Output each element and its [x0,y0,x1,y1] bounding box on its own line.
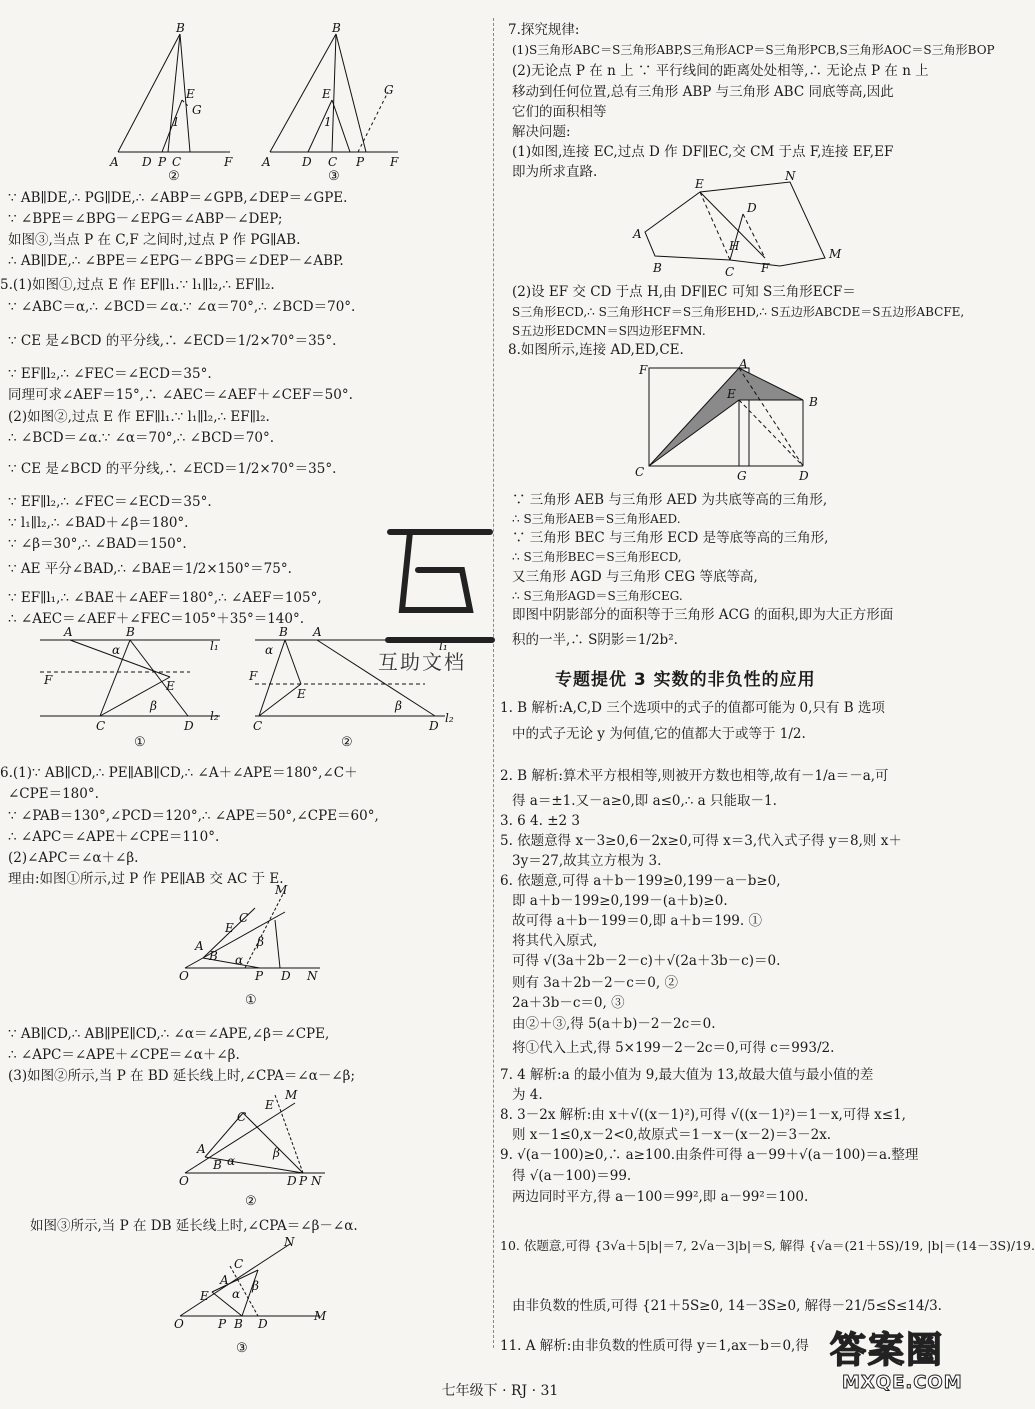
fig-label: H [729,239,740,253]
text-line: 2. B 解析:算术平方根相等,则被开方数也相等,故有－1/a＝－a,可 [500,768,889,784]
fig-label: O [174,1317,184,1331]
fig-label: D [429,719,439,733]
fig-label: P [218,1317,227,1331]
text-line: 即图中阴影部分的面积等于三角形 ACG 的面积,即为大正方形面 [512,607,894,623]
text-line: ∵ ∠PAB＝130°,∠PCD＝120°,∴ ∠APE＝50°,∠CPE＝60°, [8,808,379,824]
fig-label: D [799,469,809,483]
text-line: 中的式子无论 y 为何值,它的值都大于或等于 1/2. [512,726,806,742]
text-line: 积的一半,∴ S阴影＝1/2b². [512,632,678,648]
text-line: 理由:如图①所示,过 P 作 PE∥AB 交 AC 于 E. [8,871,284,887]
fig-label: E [225,921,234,935]
fig-label: B [209,949,218,963]
text-line: 8.如图所示,连接 AD,ED,CE. [508,342,684,358]
fig-label: A [313,625,322,639]
text-line: ∵ ∠BPE＝∠BPG－∠EPG＝∠ABP－∠DEP; [8,211,283,227]
fig-label: N [311,1174,322,1188]
fig-label: N [785,169,796,183]
text-line: 10. 依题意,可得 {3√a＋5|b|＝7, 2√a－3|b|＝S, 解得 {√a＝(21＋5S)/19, |b|＝(14－3S)/19. [500,1238,1035,1253]
text-line: 同理可求∠AEF＝15°,∴ ∠AEC＝∠AEF＋∠CEF＝50°. [8,387,353,403]
fig-label: F [761,261,770,275]
text-line: ∠CPE＝180°. [8,786,99,802]
text-line: ∴ AB∥DE,∴ ∠BPE＝∠EPG－∠BPG＝∠DEP－∠ABP. [8,253,344,269]
text-line: 则有 3a＋2b－2－c＝0, ② [512,975,678,991]
text-line: ∵ EF∥l₂,∴ ∠FEC＝∠ECD＝35°. [8,366,212,382]
text-line: 将其代入原式, [512,933,598,949]
fig-label: β [257,935,264,949]
text-line: 得 a＝±1.又－a≥0,即 a≤0,∴ a 只能取－1. [512,793,777,809]
fig-label: O [179,969,189,983]
fig-label: D [142,155,152,169]
fig-caption: ② [168,169,180,184]
fig-label: B [126,625,135,639]
fig-label: F [224,155,233,169]
fig-label: M [275,883,288,897]
text-line: ∵ AB∥DE,∴ PG∥DE,∴ ∠ABP＝∠GPB,∠DEP＝∠GPE. [8,190,348,206]
text-line: ∵ ∠β＝30°,∴ ∠BAD＝150°. [8,536,187,552]
text-line: 可得 √(3a＋2b－2－c)＋√(2a＋3b－c)＝0. [512,953,781,969]
fig-label: β [273,1146,280,1160]
text-line: ∵ l₁∥l₂,∴ ∠BAD＋∠β＝180°. [8,515,189,531]
text-line: 3y＝27,故其立方根为 3. [512,853,662,869]
fig-label: D [747,201,757,215]
text-line: 1. B 解析:A,C,D 三个选项中的式子的值都可能为 0,只有 B 选项 [500,700,885,716]
text-line: 5. 依题意得 x－3≥0,6－2x≥0,可得 x＝3,代入式子得 y＝8,则 x＋ [500,833,902,849]
text-line: ∴ ∠APC＝∠APE＋∠CPE＝∠α＋∠β. [8,1047,240,1063]
text-line: 又三角形 AGD 与三角形 CEG 等底等高, [512,569,758,585]
text-line: 8. 3－2x 解析:由 x＋√((x－1)²),可得 √((x－1)²)＝1－x,可得 x≤1, [500,1107,906,1123]
fig-label: E [265,1098,274,1112]
fig-label: β [252,1279,259,1293]
text-line: ∴ ∠BCD＝∠α.∵ ∠α＝70°,∴ ∠BCD＝70°. [8,430,274,446]
fig-label: N [284,1235,295,1249]
fig-label: B [653,261,662,275]
figure-q5-1 [30,622,230,752]
fig-label: P [158,155,167,169]
fig-label: P [299,1174,308,1188]
fig-label: l₁ [210,639,219,653]
text-line: ∵ ∠ABC＝α,∴ ∠BCD＝∠α.∵ ∠α＝70°,∴ ∠BCD＝70°. [8,299,356,315]
fig-label: E [297,687,306,701]
figure-top-right [258,22,408,182]
fig-label: P [255,969,264,983]
text-line: ∵ CE 是∠BCD 的平分线,∴ ∠ECD＝1/2×70°＝35°. [8,333,337,349]
fig-caption: ② [341,735,353,750]
text-line: ∴ S三角形AGD＝S三角形CEG. [512,589,683,603]
figure-top-left [100,22,250,182]
text-line: (1)S三角形ABC＝S三角形ABP,S三角形ACP＝S三角形PCB,S三角形AOC＝S三角形BOP [512,43,995,57]
fig-label: G [384,83,394,97]
fig-label: α [232,1287,241,1301]
figure-q7 [625,168,840,280]
fig-label: A [739,357,748,371]
fig-label: M [285,1088,298,1102]
text-line: ∵ 三角形 BEC 与三角形 ECD 是等底等高的三角形, [512,530,829,546]
text-line: 5.(1)如图①,过点 E 作 EF∥l₁.∵ l₁∥l₂,∴ EF∥l₂. [0,277,275,293]
fig-label: α [112,643,121,657]
column-divider [493,18,494,1348]
fig-label: C [635,465,645,479]
text-line: 为 4. [512,1087,543,1103]
text-line: ∴ S三角形BEC＝S三角形ECD, [512,550,682,564]
fig-label: E [166,679,175,693]
text-line: 则 x－1≤0,x－2<0,故原式＝1－x－(x－2)＝3－2x. [512,1127,832,1143]
text-line: 故可得 a＋b－199＝0,即 a＋b＝199. ① [512,913,762,929]
fig-label: M [314,1309,327,1323]
text-line: ∴ S三角形AEB＝S三角形AED. [512,512,681,526]
text-line: ∴ ∠AEC＝∠AEF＋∠FEC＝105°＋35°＝140°. [8,611,305,627]
fig-label: F [390,155,399,169]
section-title: 专题提优 3 实数的非负性的应用 [555,670,816,690]
fig-label: 1 [172,115,180,129]
fig-label: α [265,643,274,657]
fig-label: A [64,625,73,639]
text-line: 如图③,当点 P 在 C,F 之间时,过点 P 作 PG∥AB. [8,232,301,248]
fig-label: P [356,155,365,169]
fig-label: G [737,469,747,483]
fig-label: β [395,699,402,713]
text-line: 3. 6 4. ±2 3 [500,813,581,829]
text-line: ∵ AE 平分∠BAD,∴ ∠BAE＝1/2×150°＝75°. [8,561,292,577]
text-line: 由非负数的性质,可得 {21＋5S≥0, 14－3S≥0, 解得－21/5≤S≤14/3. [512,1298,942,1314]
text-line: ∵ EF∥l₁,∴ ∠BAE＋∠AEF＝180°,∴ ∠AEF＝105°, [8,590,322,606]
fig-caption: ③ [328,169,340,184]
text-line: (2)设 EF 交 CD 于点 H,由 DF∥EC 可知 S三角形ECF＝ [512,284,856,300]
text-line: 6.(1)∵ AB∥CD,∴ PE∥AB∥CD,∴ ∠A＋∠APE＝180°,∠C＋ [0,765,358,781]
fig-label: E [322,87,331,101]
fig-label: C [234,1257,244,1271]
text-line: 移动到任何位置,总有三角形 ABP 与三角形 ABC 同底等高,因此 [512,84,894,100]
text-line: 由②＋③,得 5(a＋b)－2－2c＝0. [512,1016,716,1032]
fig-label: D [184,719,194,733]
fig-label: D [258,1317,268,1331]
fig-label: A [633,227,642,241]
figure-q6-3 [170,1232,340,1362]
figure-q6-1 [175,880,335,1020]
fig-label: A [197,1142,206,1156]
text-line: 如图③所示,当 P 在 DB 延长线上时,∠CPA＝∠β－∠α. [30,1218,358,1234]
watermark-text: 互助文档 [378,650,466,674]
fig-label: A [110,155,119,169]
text-line: 6. 依题意,可得 a＋b－199≥0,199－a－b≥0, [500,873,781,889]
fig-label: D [287,1174,297,1188]
fig-label: B [176,21,185,35]
text-line: 它们的面积相等 [512,104,607,120]
text-line: 9. √(a－100)≥0,∴ a≥100.由条件可得 a－99＋√(a－100)＝a.整理 [500,1147,919,1163]
text-line: S三角形ECD,∴ S三角形HCF＝S三角形EHD,∴ S五边形ABCDE＝S五边形ABCFE, [512,305,965,319]
text-line: S五边形EDCMN＝S四边形EFMN. [512,324,706,338]
text-line: 将①代入上式,得 5×199－2－2c＝0,可得 c＝993/2. [512,1040,835,1056]
fig-label: M [829,247,842,261]
text-line: (3)如图②所示,当 P 在 BD 延长线上时,∠CPA＝∠α－∠β; [8,1068,356,1084]
page-footer: 七年级下 · RJ · 31 [441,1383,559,1399]
text-line: 2a＋3b－c＝0, ③ [512,995,625,1011]
fig-label: B [332,21,341,35]
text-line: ∵ 三角形 AEB 与三角形 AED 为共底等高的三角形, [512,492,828,508]
fig-caption: ③ [236,1341,248,1356]
fig-label: E [200,1289,209,1303]
fig-caption: ① [134,735,146,750]
text-line: 两边同时平方,得 a－100＝99²,即 a－99²＝100. [512,1189,809,1205]
fig-label: G [192,103,202,117]
text-line: (2)无论点 P 在 n 上 ∵ 平行线间的距离处处相等,∴ 无论点 P 在 n 上 [512,63,929,79]
fig-label: B [809,395,818,409]
fig-label: B [279,625,288,639]
fig-label: A [195,939,204,953]
fig-caption: ① [245,993,257,1008]
text-line: 即 a＋b－199≥0,199－(a＋b)≥0. [512,893,728,909]
fig-label: E [727,387,736,401]
fig-label: l₁ [439,639,448,653]
fig-label: l₂ [445,711,454,725]
fig-label: F [639,363,648,377]
text-line: ∵ AB∥CD,∴ AB∥PE∥CD,∴ ∠α＝∠APE,∠β＝∠CPE, [8,1026,330,1042]
fig-label: A [262,155,271,169]
fig-label: D [281,969,291,983]
fig-label: l₂ [210,709,219,723]
text-line: (1)如图,连接 EC,过点 D 作 DF∥EC,交 CM 于点 F,连接 EF,EF [512,144,894,160]
fig-caption: ② [245,1194,257,1209]
text-line: ∵ CE 是∠BCD 的平分线,∴ ∠ECD＝1/2×70°＝35°. [8,461,337,477]
fig-label: C [239,911,249,925]
figure-q6-2 [175,1085,335,1210]
text-line: 7. 4 解析:a 的最小值为 9,最大值为 13,故最大值与最小值的差 [500,1067,874,1083]
fig-label: C [96,719,106,733]
fig-label: A [220,1273,229,1287]
fig-label: E [186,87,195,101]
corner-logo: 答案圈 MXQE.COM [830,1330,963,1393]
text-line: 解决问题: [512,124,571,140]
fig-label: C [328,155,338,169]
text-line: 11. A 解析:由非负数的性质可得 y＝1,ax－b＝0,得 [500,1338,809,1354]
fig-label: O [179,1174,189,1188]
fig-label: C [725,265,735,279]
fig-label: C [237,1110,247,1124]
fig-label: F [44,673,53,687]
text-line: ∴ ∠APC＝∠APE＋∠CPE＝110°. [8,829,220,845]
fig-label: 1 [324,115,332,129]
fig-label: F [249,669,258,683]
fig-label: N [307,969,318,983]
fig-label: B [213,1158,222,1172]
fig-label: α [227,1154,236,1168]
fig-label: C [172,155,182,169]
text-line: (2)如图②,过点 E 作 EF∥l₁.∵ l₁∥l₂,∴ EF∥l₂. [8,409,270,425]
fig-label: B [234,1317,243,1331]
text-line: ∵ EF∥l₂,∴ ∠FEC＝∠ECD＝35°. [8,494,212,510]
figure-q8 [635,358,835,488]
text-line: 得 √(a－100)＝99. [512,1168,632,1184]
fig-label: C [253,719,263,733]
text-line: 即为所求直路. [512,164,598,180]
fig-label: β [150,699,157,713]
fig-label: E [695,177,704,191]
text-line: (2)∠APC＝∠α＋∠β. [8,850,139,866]
fig-label: α [235,953,244,967]
text-line: 7.探究规律: [508,22,580,38]
fig-label: D [302,155,312,169]
